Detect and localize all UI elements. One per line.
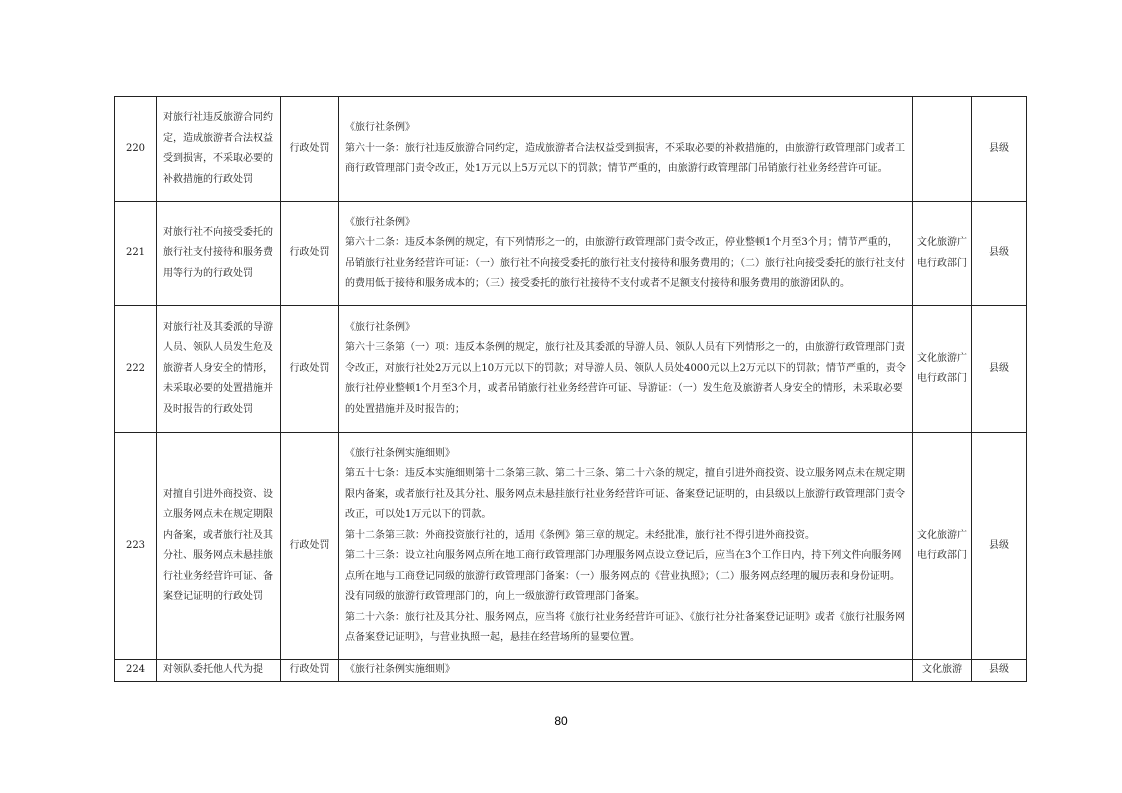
- item-name: 对擅自引进外商投资、设立服务网点未在规定期限内备案，或者旅行社及其分社、服务网点未悬挂旅行社业务经营许可证、备案登记证明的行政处罚: [157, 433, 281, 660]
- table-row: [115, 306, 1027, 433]
- basis-title: 《旅行社条例》: [345, 122, 415, 134]
- item-name: 对旅行社不向接受委托的旅行社支付接待和服务费用等行为的行政处罚: [157, 202, 281, 306]
- legal-basis: [339, 306, 913, 433]
- power-type: 行政处罚: [281, 660, 339, 682]
- legal-basis: [339, 202, 913, 306]
- basis-paragraph: 第六十一条：旅行社违反旅游合同约定，造成旅游者合法权益受到损害，不采取必要的补救措施的，由旅游行政管理部门或者工商行政管理部门责令改正，处1万元以上5万元以下的罚款；情节严重的，由旅游行政管理部门吊销旅行社业务经营许可证。: [345, 142, 905, 175]
- responsible-dept: 文化旅游广电行政部门: [913, 433, 972, 660]
- item-name: 对旅行社违反旅游合同约定，造成旅游者合法权益受到损害，不采取必要的补救措施的行政处罚: [157, 97, 281, 202]
- table-row: [115, 97, 1027, 202]
- basis-paragraph: 第六十三条第（一）项：违反本条例的规定，旅行社及其委派的导游人员、领队人员有下列情形之一的，由旅游行政管理部门责令改正，对旅行社处2万元以上10万元以下的罚款；对导游人员、领队人员处4000元以上2万元以下的罚款；情节严重的，责令旅行社停业整顿1个月至3个月，或者吊销旅行社业务经营许可证、导游证：（一）发生危及旅游者人身安全的情形，未采取必要的处置措施并及时报告的；: [345, 342, 906, 415]
- row-number: 224: [115, 660, 157, 682]
- power-type: 行政处罚: [281, 97, 339, 202]
- exercise-level: 县级: [972, 306, 1027, 433]
- basis-paragraph: 第二十六条：旅行社及其分社、服务网点，应当将《旅行社业务经营许可证》、《旅行社分社备案登记证明》或者《旅行社服务网点备案登记证明》，与营业执照一起，悬挂在经营场所的显要位置。: [345, 611, 905, 643]
- exercise-level: 县级: [972, 202, 1027, 306]
- power-type: 行政处罚: [281, 433, 339, 660]
- basis-title: 《旅行社条例实施细则》: [345, 447, 455, 459]
- legal-basis: [339, 97, 913, 202]
- basis-title: 《旅行社条例实施细则》: [345, 664, 455, 675]
- item-name: 对旅行社及其委派的导游人员、领队人员发生危及旅游者人身安全的情形，未采取必要的处置措施并及时报告的行政处罚: [157, 306, 281, 433]
- basis-paragraph: 没有同级的旅游行政管理部门的，向上一级旅游行政管理部门备案。: [345, 591, 645, 602]
- responsible-dept: [913, 97, 972, 202]
- legal-basis: [339, 433, 913, 660]
- table-row: [115, 433, 1027, 660]
- responsible-dept: 文化旅游广电行政部门: [913, 202, 972, 306]
- basis-title: 《旅行社条例》: [345, 321, 415, 333]
- exercise-level: 县级: [972, 433, 1027, 660]
- row-number: 223: [115, 433, 157, 660]
- exercise-level: 县级: [972, 97, 1027, 202]
- page-number: 80: [554, 714, 568, 728]
- table-row: [115, 660, 1027, 682]
- regulation-table: [114, 96, 1027, 682]
- row-number: 220: [115, 97, 157, 202]
- power-type: 行政处罚: [281, 306, 339, 433]
- responsible-dept: 文化旅游: [913, 660, 972, 682]
- row-number: 221: [115, 202, 157, 306]
- item-name: 对领队委托他人代为提: [157, 660, 281, 682]
- exercise-level: 县级: [972, 660, 1027, 682]
- basis-paragraph: 第二十三条：设立社向服务网点所在地工商行政管理部门办理服务网点设立登记后，应当在3个工作日内，持下列文件向服务网点所在地与工商登记同级的旅游行政管理部门备案：（一）服务网点的《营业执照》；（二）服务网点经理的履历表和身份证明。: [345, 550, 902, 582]
- power-type: 行政处罚: [281, 202, 339, 306]
- row-number: 222: [115, 306, 157, 433]
- basis-paragraph: 第六十二条：违反本条例的规定，有下列情形之一的，由旅游行政管理部门责令改正，停业整顿1个月至3个月；情节严重的，吊销旅行社业务经营许可证：（一）旅行社不向接受委托的旅行社支付接待和服务费用的；（二）旅行社向接受委托的旅行社支付的费用低于接待和服务成本的；（三）接受委托的旅行社接待不支付或者不足额支付接待和服务费用的旅游团队的。: [345, 237, 905, 289]
- table-row: [115, 202, 1027, 306]
- responsible-dept: 文化旅游广电行政部门: [913, 306, 972, 433]
- basis-paragraph: 第五十七条：违反本实施细则第十二条第三款、第二十三条、第二十六条的规定，擅自引进外商投资、设立服务网点未在规定期限内备案，或者旅行社及其分社、服务网点未悬挂旅行社业务经营许可证、备案登记证明的，由县级以上旅游行政管理部门责令改正，可以处1万元以下的罚款。: [345, 468, 905, 520]
- basis-title: 《旅行社条例》: [345, 216, 415, 228]
- basis-paragraph: 第十二条第三款：外商投资旅行社的，适用《条例》第三章的规定。未经批准，旅行社不得引进外商投资。: [345, 529, 815, 541]
- legal-basis: [339, 660, 913, 682]
